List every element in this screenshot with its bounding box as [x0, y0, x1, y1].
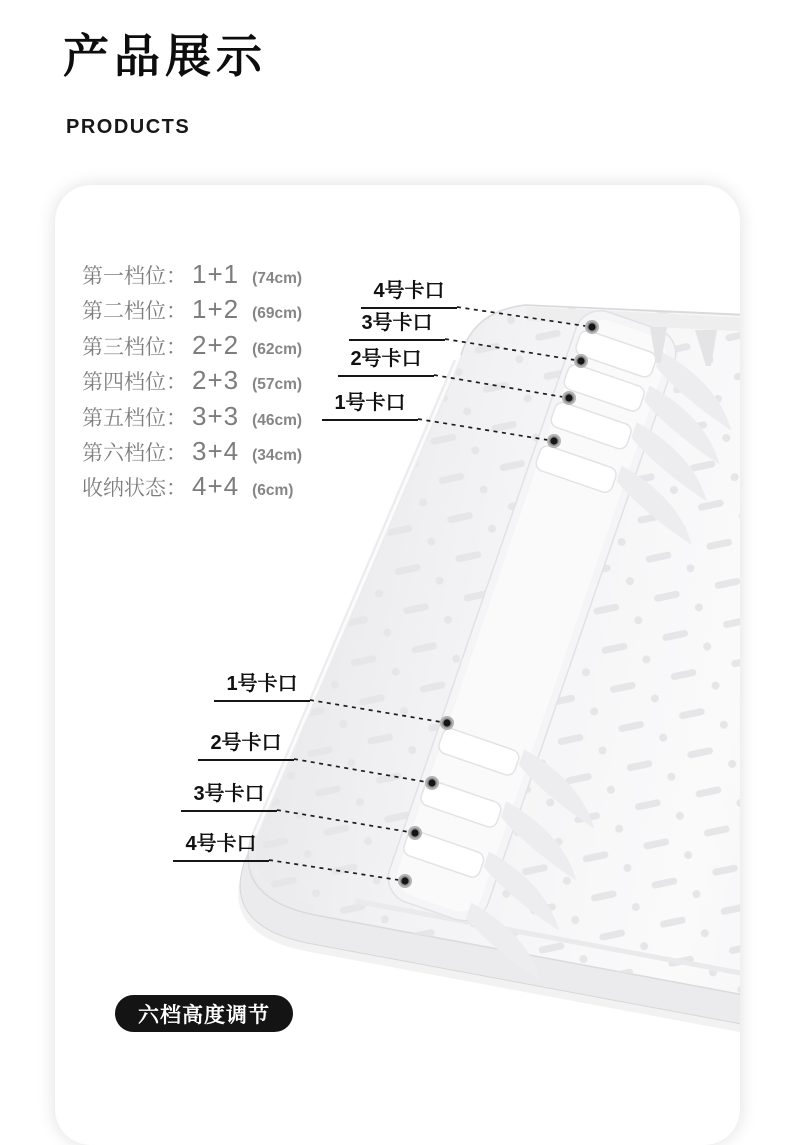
callout-label-slot2-bottom: 2号卡口	[198, 731, 294, 761]
clip-point-dot	[398, 874, 412, 888]
clip-point-dot	[425, 776, 439, 790]
clip-point-dot	[574, 354, 588, 368]
callout-label-slot4-bottom: 4号卡口	[173, 832, 269, 862]
gear-label: 第四档位：	[82, 371, 187, 395]
gear-value: 4+4	[192, 471, 240, 502]
page-title: 产品展示	[63, 30, 267, 82]
gear-row	[82, 330, 302, 365]
gear-label: 第五档位：	[82, 406, 187, 430]
gear-size: (69cm)	[252, 305, 303, 323]
gear-size: (62cm)	[252, 340, 303, 358]
clip-point-dot	[547, 434, 561, 448]
callout-label-slot1-bottom: 1号卡口	[214, 672, 310, 702]
gear-value: 1+2	[192, 294, 240, 325]
callout-label-slot3-top: 3号卡口	[349, 311, 445, 341]
gear-row	[82, 401, 302, 436]
gear-row	[82, 259, 302, 294]
gear-value: 3+4	[192, 435, 240, 466]
gear-size: (6cm)	[252, 482, 294, 500]
gear-value: 2+3	[192, 365, 240, 396]
gear-row	[82, 294, 302, 329]
gear-label: 第三档位：	[82, 335, 187, 359]
clip-point-dot	[562, 391, 576, 405]
clip-point-dot	[440, 716, 454, 730]
gear-label: 收纳状态：	[82, 477, 187, 501]
callout-label-slot2-top: 2号卡口	[338, 347, 434, 377]
gear-label: 第一档位：	[82, 265, 187, 288]
gear-size: (34cm)	[252, 446, 303, 464]
gear-value: 1+1	[192, 259, 240, 289]
callout-label-slot1-top: 1号卡口	[322, 391, 418, 421]
feature-badge: 六档高度调节	[115, 995, 293, 1032]
clip-point-dot	[408, 826, 422, 840]
callout-label-slot4-top: 4号卡口	[361, 279, 457, 309]
gear-row	[82, 471, 302, 506]
gear-size: (74cm)	[252, 270, 303, 287]
gear-row	[82, 365, 302, 400]
gear-position-list	[82, 259, 302, 507]
page-subtitle: PRODUCTS	[66, 116, 191, 138]
gear-value: 3+3	[192, 400, 240, 431]
gear-size: (57cm)	[252, 376, 303, 394]
gear-row	[82, 436, 302, 471]
gear-value: 2+2	[192, 329, 240, 360]
gear-label: 第六档位：	[82, 441, 187, 465]
clip-point-dot	[585, 320, 599, 334]
gear-label: 第二档位：	[82, 300, 187, 324]
gear-size: (46cm)	[252, 411, 303, 429]
callout-label-slot3-bottom: 3号卡口	[181, 782, 277, 812]
